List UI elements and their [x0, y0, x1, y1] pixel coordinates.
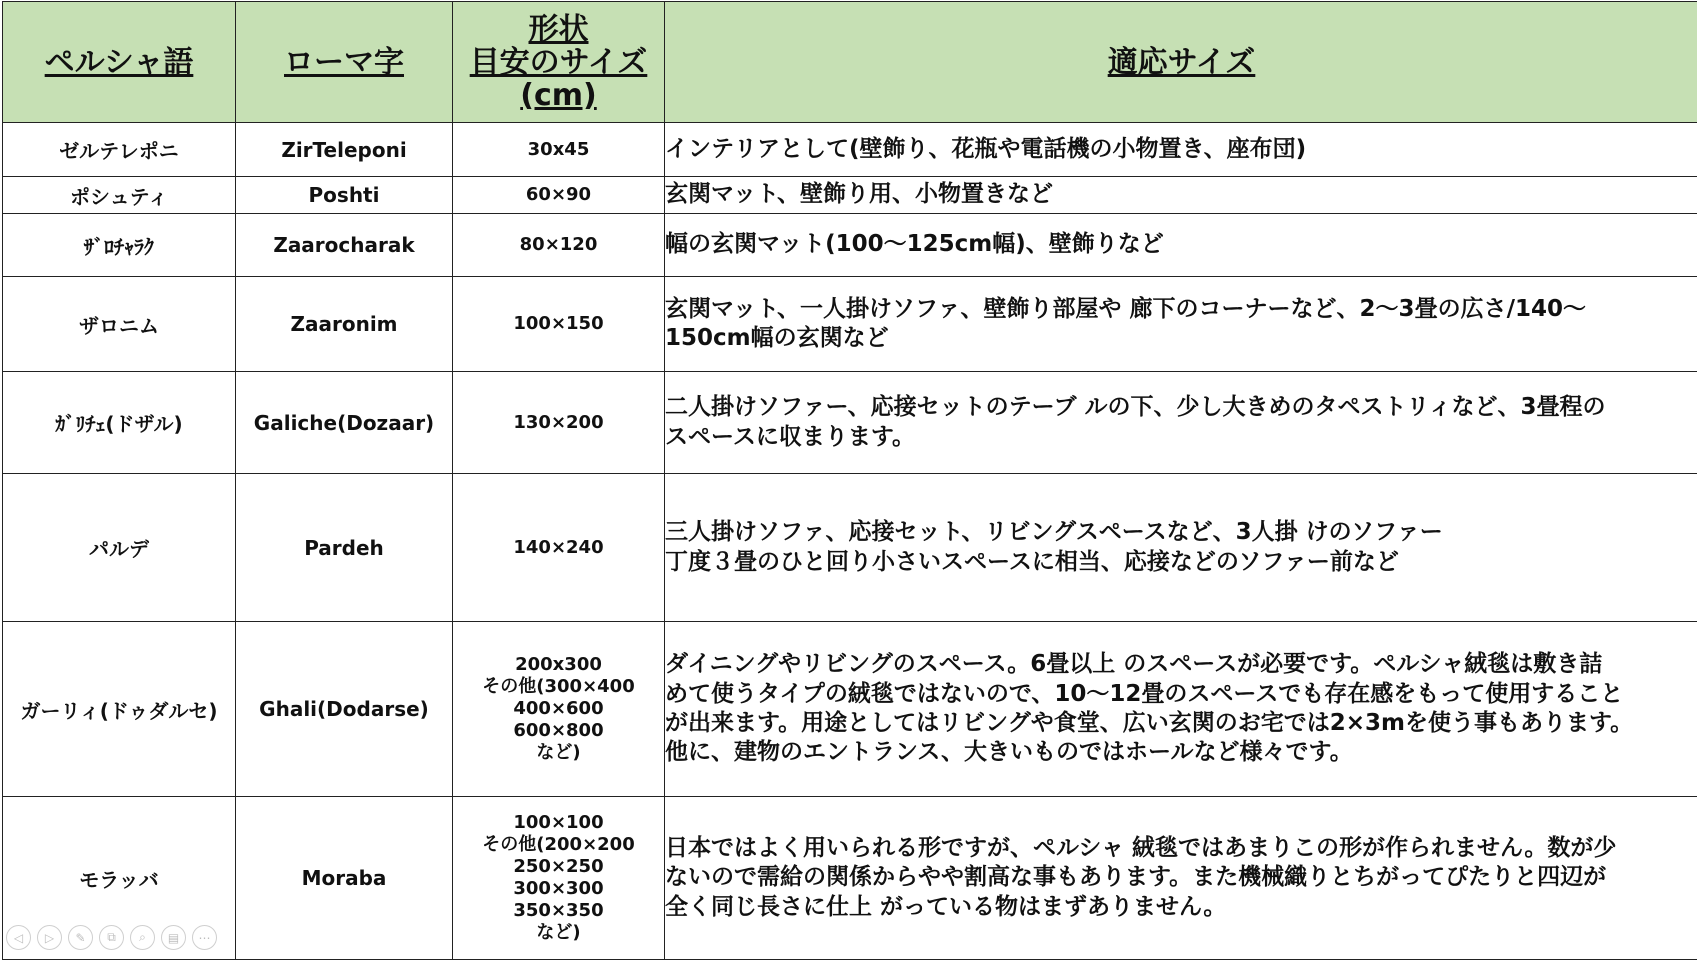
header-shape-line: 形状 [528, 11, 589, 47]
description-line: めて使うタイプの絨毯ではないので、10～12畳のスペースでも存在感をもって使用すること [665, 680, 1624, 707]
table-row [3, 214, 1697, 277]
description-line: が出来ます。用途としてはリビングや食堂、広い玄関のお宅では2×3mを使う事もあります。 [665, 710, 1634, 736]
description-line: 幅の玄関マット(100～125cm幅)、壁飾りなど [665, 231, 1164, 258]
size-line: 100×150 [513, 313, 604, 335]
description-line: 玄関マット、一人掛けソファ、壁飾り部屋や 廊下のコーナーなど、2～3畳の広さ/140～ [665, 295, 1586, 322]
table-row [3, 474, 1697, 622]
header-persian: ペルシャ語 [3, 2, 236, 123]
size-line: その他(200×200 [482, 834, 635, 856]
header-shape-line: 目安のサイズ [469, 44, 648, 80]
size-cell [453, 474, 665, 622]
description-line: 丁度３畳のひと回り小さいスペースに相当、応接などのソファー前など [665, 548, 1399, 575]
description-line: 他に、建物のエントランス、大きいものではホールなど様々です。 [665, 739, 1353, 766]
size-line: 350×350 [513, 899, 604, 921]
size-line: 140×240 [513, 536, 604, 558]
roman-name-cell: Pardeh [236, 474, 453, 622]
header-row [3, 2, 1697, 123]
fit-description-cell [665, 622, 1697, 797]
more-options-icon[interactable]: ⋯ [192, 925, 217, 950]
rug-size-table [2, 1, 1697, 960]
size-line: 130×200 [513, 411, 604, 433]
header-roman: ローマ字 [236, 2, 453, 123]
size-line: など) [536, 741, 581, 763]
description-line: 150cm幅の玄関など [665, 325, 889, 351]
description-line: 全く同じ長さに仕上 がっている物はまずありません。 [665, 893, 1227, 920]
description-line: ないので需給の関係からやや割高な事もあります。また機械織りとちがってぴたりと四辺が [665, 864, 1607, 891]
size-cell [453, 123, 665, 177]
size-line: 30x45 [527, 138, 590, 160]
roman-name-cell: Moraba [236, 797, 453, 960]
persian-name-cell: ポシュティ [3, 177, 236, 214]
pen-icon[interactable]: ✎ [68, 925, 93, 950]
magnifier-icon[interactable]: ⌕ [130, 925, 155, 950]
roman-name-cell: Zaarocharak [236, 214, 453, 277]
size-cell [453, 622, 665, 797]
arrow-left-icon[interactable]: ◁ [6, 925, 31, 950]
slideshow-controls [6, 925, 217, 950]
persian-name-cell: ゼルテレポニ [3, 123, 236, 177]
roman-name-cell: Poshti [236, 177, 453, 214]
size-line: 250×250 [513, 856, 604, 878]
roman-name-cell: Zaaronim [236, 277, 453, 372]
arrow-right-icon[interactable]: ▷ [37, 925, 62, 950]
table-row [3, 622, 1697, 797]
persian-name-cell: ｻﾞﾛﾁｬﾗｸ [3, 214, 236, 277]
size-line: その他(300×400 [482, 676, 635, 698]
size-line: 80×120 [519, 234, 598, 256]
description-line: インテリアとして(壁飾り、花瓶や電話機の小物置き、座布団) [665, 135, 1307, 162]
persian-name-cell: ガーリィ(ドゥダルセ) [3, 622, 236, 797]
header-shape-size [453, 2, 665, 123]
persian-name-cell: パルデ [3, 474, 236, 622]
size-cell [453, 372, 665, 474]
persian-name-cell: モラッバ [3, 797, 236, 960]
size-line: 600×800 [513, 719, 604, 741]
table-row [3, 123, 1697, 177]
size-cell [453, 277, 665, 372]
size-line: など) [536, 921, 581, 943]
header-shape-line: (cm) [520, 77, 597, 113]
size-line: 60×90 [525, 184, 592, 206]
fit-description-cell [665, 177, 1697, 214]
size-cell [453, 177, 665, 214]
size-line: 200x300 [515, 654, 602, 676]
table-row [3, 372, 1697, 474]
size-line: 400×600 [513, 698, 604, 720]
fit-description-cell [665, 372, 1697, 474]
table-row [3, 797, 1697, 960]
table-row [3, 177, 1697, 214]
size-cell [453, 797, 665, 960]
persian-name-cell: ｶﾞﾘﾁｪ(ドザル) [3, 372, 236, 474]
table-row [3, 277, 1697, 372]
persian-name-cell: ザロニム [3, 277, 236, 372]
roman-name-cell: Galiche(Dozaar) [236, 372, 453, 474]
roman-name-cell: ZirTeleponi [236, 123, 453, 177]
description-line: 日本ではよく用いられる形ですが、ペルシャ 絨毯ではあまりこの形が作られません。数が少 [665, 834, 1617, 861]
size-cell [453, 214, 665, 277]
description-line: 玄関マット、壁飾り用、小物置きなど [665, 181, 1054, 208]
fit-description-cell [665, 474, 1697, 622]
description-line: スペースに収まります。 [665, 423, 916, 450]
size-line: 300×300 [513, 878, 604, 899]
roman-name-cell: Ghali(Dodarse) [236, 622, 453, 797]
subtitles-icon[interactable]: ▤ [161, 925, 186, 950]
size-line: 100×100 [513, 812, 604, 834]
fit-description-cell [665, 277, 1697, 372]
fit-description-cell [665, 123, 1697, 177]
fit-description-cell [665, 797, 1697, 960]
description-line: 三人掛けソファ、応接セット、リビングスペースなど、3人掛 けのソファー [665, 519, 1443, 546]
description-line: ダイニングやリビングのスペース。6畳以上 のスペースが必要です。ペルシャ絨毯は敷き詰 [665, 651, 1603, 678]
description-line: 二人掛けソファー、応接セットのテーブ ルの下、少し大きめのタペストリィなど、3畳程の [665, 394, 1606, 421]
fit-description-cell [665, 214, 1697, 277]
slides-grid-icon[interactable]: ⧉ [99, 925, 124, 950]
header-fit: 適応サイズ [665, 2, 1697, 123]
